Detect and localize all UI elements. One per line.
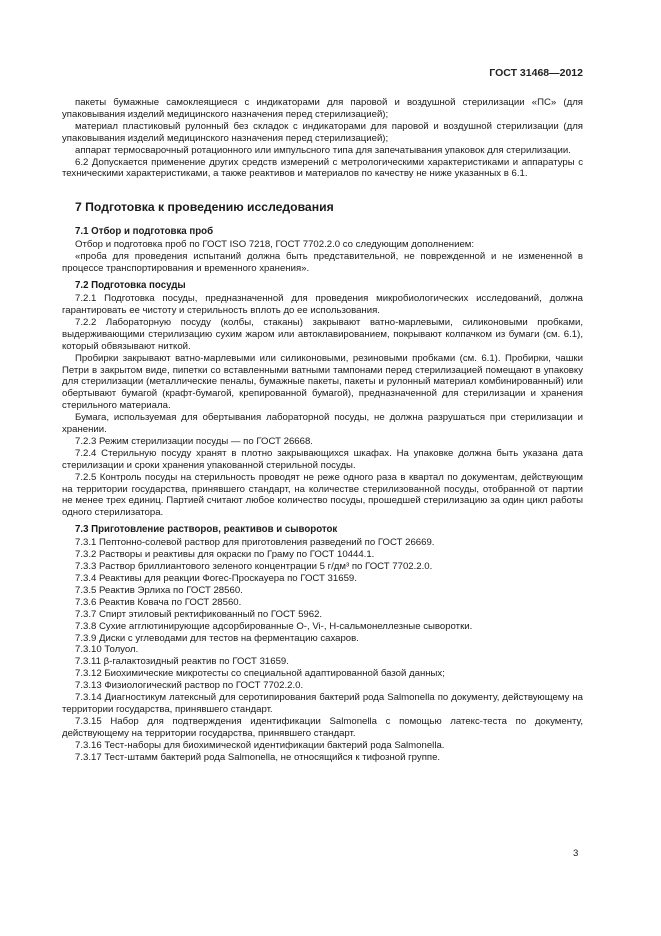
paragraph: Бумага, используемая для обертывания лабораторной посуды, не должна разрушаться при стерилизации и хранении. [62, 412, 583, 436]
paragraph: 7.2.2 Лабораторную посуду (колбы, стаканы) закрывают ватно-марлевыми, силиконовыми пробками, выдерживающими стерилизацию сухим жаром или автоклавированием, покрывают колпачком из бумаги (см. 6.1), который обвязывают ниткой. [62, 316, 583, 352]
section-7-heading: 7 Подготовка к проведению исследования [75, 200, 334, 215]
list-item: 7.3.1 Пептонно-солевой раствор для приготовления разведений по ГОСТ 26669. [75, 537, 435, 549]
list-item: 7.3.15 Набор для подтверждения идентификации Salmonella с помощью латекс-теста по документу, действующему на территории государства, принявшего стандарт. [62, 715, 583, 739]
paragraph: 7.2.4 Стерильную посуду хранят в плотно закрывающихся шкафах. На упаковке должна быть указана дата стерилизации и сроки хранения упакованной стерильной посуды. [62, 447, 583, 471]
list-item: 7.3.14 Диагностикум латексный для серотипирования бактерий рода Salmonella по документу, действующему на территории государства, принявшего стандарт. [62, 692, 583, 715]
list-item: 7.3.2 Растворы и реактивы для окраски по Граму по ГОСТ 10444.1. [75, 549, 375, 561]
list-item: 7.3.13 Физиологический раствор по ГОСТ 7702.2.0. [75, 680, 304, 692]
paragraph: пакеты бумажные самоклеящиеся с индикаторами для паровой и воздушной стерилизации «ПС» (для упаковывания изделий медицинского назначения перед стерилизацией); [62, 97, 583, 120]
section-7-1-heading: 7.1 Отбор и подготовка проб [75, 226, 214, 238]
list-item: 7.3.5 Реактив Эрлиха по ГОСТ 28560. [75, 584, 243, 596]
list-item: 7.3.17 Тест-штамм бактерий рода Salmonella, не относящийся к тифозной группе. [75, 751, 441, 763]
list-item: 7.3.7 Спирт этиловый ректификованный по ГОСТ 5962. [75, 608, 323, 620]
paragraph: аппарат термосварочный ротационного или импульсного типа для запечатывания упаковок для стерилизации. [75, 144, 571, 156]
list-item: 7.3.11 β-галактозидный реактив по ГОСТ 31659. [75, 656, 289, 668]
list-item: 7.3.6 Реактив Ковача по ГОСТ 28560. [75, 596, 242, 608]
list-item: 7.3.3 Раствор бриллиантового зеленого концентрации 5 г/дм³ по ГОСТ 7702.2.0. [75, 561, 433, 573]
paragraph: «проба для проведения испытаний должна быть представительной, не поврежденной и не измененной в процессе транспортирования и временного хранения». [62, 251, 583, 275]
section-7-2-heading: 7.2 Подготовка посуды [75, 280, 186, 292]
list-item: 7.3.12 Биохимические микротесты со специальной адаптированной базой данных; [75, 668, 445, 680]
paragraph: Отбор и подготовка проб по ГОСТ ISO 7218, ГОСТ 7702.2.0 со следующим дополнением: [75, 239, 475, 251]
list-item: 7.3.4 Реактивы для реакции Фогес-Проскауера по ГОСТ 31659. [75, 573, 357, 584]
paragraph: материал пластиковый рулонный без складок с индикаторами для паровой и воздушной стерилизации (для упаковывания изделий медицинского назначения перед стерилизацией); [62, 120, 583, 144]
paragraph: 7.2.3 Режим стерилизации посуды — по ГОСТ 26668. [75, 435, 313, 447]
list-item: 7.3.9 Диски с углеводами для тестов на ферментацию сахаров. [75, 632, 359, 644]
document-id-header: ГОСТ 31468—2012 [489, 67, 583, 79]
list-item: 7.3.16 Тест-наборы для биохимической идентификации бактерий рода Salmonella. [75, 739, 445, 751]
paragraph: 7.2.1 Подготовка посуды, предназначенной для проведения микробиологических исследований, должна гарантировать ее чистоту и стерильность вплоть до ее использования. [62, 293, 583, 316]
page-body [62, 97, 583, 764]
list-item: 7.3.10 Толуол. [75, 644, 139, 656]
paragraph: Пробирки закрывают ватно-марлевыми или силиконовыми, резиновыми пробками (см. 6.1). Пробирки, чашки Петри в закрытом виде, пипетки со вставленными ватными тампонами перед стерилизацией помещают в упаковку для стерилизации (металлические пеналы, бумажные пакеты, пакеты и рулонный материал комбинированный) или обертывают бумагой (крафт-бумагой, крепированной бумагой), предназначенной для стерилизации и хранения стерильного материала. [62, 352, 583, 412]
list-item: 7.3.8 Сухие агглютинирующие адсорбированные О-, Vi-, Н-сальмонеллезные сыворотки. [75, 620, 473, 632]
section-7-3-heading: 7.3 Приготовление растворов, реактивов и сывороток [75, 524, 338, 536]
page-number: 3 [573, 848, 579, 859]
paragraph: 6.2 Допускается применение других средств измерений с метрологическими характеристиками и аппаратуры с техническими характеристиками, а также реактивов и материалов по качеству не ниже указанных в 6.1. [62, 156, 583, 180]
paragraph: 7.2.5 Контроль посуды на стерильность проводят не реже одного раза в квартал по документам, действующим на территории государства, принявшего стандарт, на количестве стерилизованной посуды, отобранной от партии не менее трех единиц. Партией считают любое количество посуды, прошедшей стерилизацию за один цикл работы одного стерилизатора. [62, 471, 583, 519]
